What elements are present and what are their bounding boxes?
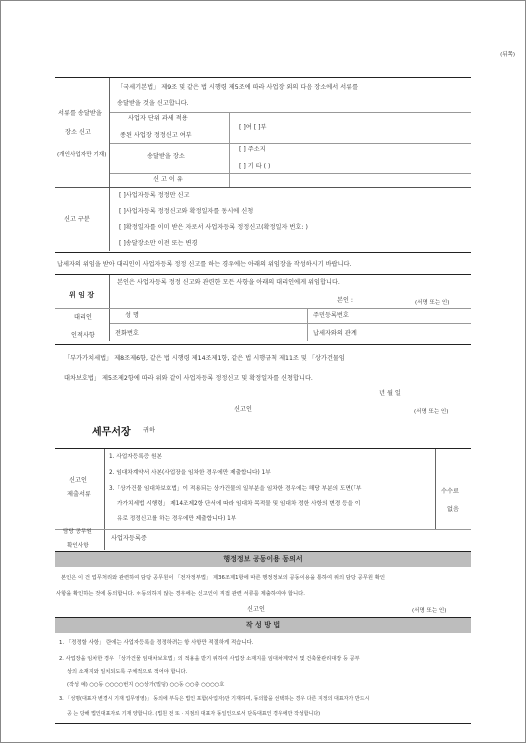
attachments-top-border [55,448,471,449]
section1-label-1: 서류를 송달받을 [58,110,102,117]
section1-sub-top [110,112,471,113]
sub1-bottom [110,143,471,144]
agent-label-1: 대리인 [74,314,92,321]
report-type-opt-2-checkbox[interactable]: [ ]사업자등록 정정신고와 확정일자를 동시에 신청 [119,208,254,215]
officer-item: 사업자등록증 [111,535,147,542]
instruction-item-2c: (작성 예) ○○동 ○○○○번지 ○○상가(빌딩) ○○동 ○○층 ○○○○호 [67,682,225,688]
section2-top [55,187,471,188]
agent-relation-label: 납세자와의 관계 [313,330,357,337]
sub2-bottom [110,173,471,174]
sub1-value-checkbox[interactable]: [ ]여 [ ]부 [239,124,267,131]
declaration-line-2: 대차보호법」 제5조제2항에 따라 위와 같이 사업자등록 정정신고 및 확정일자를 신청합니다. [64,375,313,382]
info-sharing-text-2: 사항을 확인하는 것에 동의합니다. ＊동의하지 않는 경우에는 신고인이 직접 관련 서류를 제출하여야 합니다. [56,591,305,597]
officer-label-1: 담당 공무원 [63,529,92,535]
form-bottom-border [55,723,471,724]
instruction-item-3b: 공 는 당해 법인대표자로 기재 양합니다. (법원 전 또 · 지점의 대표자 동일인으로서 단독대표인 경우에만 작성합니다) [67,711,321,717]
instruction-item-1: 1. 「정정할 사항」 란에는 사업자등록을 정정하려는 항 사항만 적절하게 적습니다. [59,640,254,646]
principal-label: 본인 : [337,297,354,304]
info-sharing-title: 행정정보 공동이용 동의서 [223,555,303,563]
instruction-item-3a: 3. 「성명(대표자 변경시 기재 업무영영)」 동의에 부득은 법인 포함(사업자)만 기재하며, 동의함을 선택하는 경우 다른 지정의 대표자가 반드시 [59,696,370,702]
info-sharing-signer: 신고인 [247,606,265,613]
delegation-box-top [55,274,471,275]
declaration-date: 년 월 일 [379,390,401,397]
attachments-left-divider [104,449,105,550]
tax-office-title: 세무서장 [92,427,131,438]
applicant-label: 신고인 [234,406,252,413]
sub3-label: 신 고 이 유 [153,176,183,183]
attachment-item-1: 1. 사업자등록증 원본 [109,454,162,460]
attachment-item-3c: 유로 정정신고를 하는 경우에만 제출합니다) 1부 [117,516,237,522]
section1-intro-1: 「국세기본법」 제9조 및 같은 법 시행령 제5조에 따라 사업장 외의 다음 장소에서 서류를 [117,84,359,91]
attachment-item-3b: 가가치세법 시행령」 제14조제2항 단서에 따라 임대차 목적물 및 임대차 정한 사항의 변경 등을 이 [117,501,361,507]
fee-value: 없음 [447,506,459,513]
form-top-border [55,77,471,78]
declaration-line-1: 「부가가치세법」 제8조제6항, 같은 법 시행령 제14조제1항, 같은 법 시행규칙 제11조 및 「상가건물임 [64,355,345,362]
sub2-label: 송달받을 장소 [147,153,185,160]
sub2-opt-address-checkbox[interactable]: [ ] 주소지 [239,146,266,153]
agent-id-label: 주민등록번호 [313,312,349,319]
sub1-label-1: 사업자 단위 과세 적용 [128,115,188,122]
officer-label-2: 확인사항 [67,543,89,549]
declaration-top-border [55,344,471,345]
section2-divider [109,188,110,251]
instruction-item-2a: 2. 사업장을 임차한 경우 「상가건물 임대차보호법」의 적용을 받기 위하여 사업장 소재지를 임대차계약서 및 건축물관리대장 등 공부 [59,656,360,662]
agent-mid-divider [307,308,308,341]
delegation-top-border [55,252,471,253]
info-sharing-text-1: 본인은 이 건 업무처리와 관련하여 담당 공무원이 「전자정부법」 제36조제1항에 따른 행정정보의 공동이용을 통하여 위의 담당 공무원 확인 [61,575,385,581]
agent-top [55,308,471,309]
delegation-notice: 납세자의 위임을 받아 대리인이 사업자등록 정정 신고를 하는 경우에는 아래의 위임장을 작성하시기 바랍니다. [57,261,352,268]
section1-intro-2: 송달받을 것을 신고합니다. [117,100,189,107]
delegation-text: 본인은 사업자등록 정정 신고와 관련한 모든 사항을 아래의 대리인에게 위임합니다. [117,279,340,286]
section1-divider [109,78,110,187]
info-sharing-sign-note: (서명 또는 인) [412,608,447,614]
fee-label: 수수료 [441,488,459,495]
attachments-right-divider [435,449,436,529]
delegation-label: 위 임 장 [69,291,95,299]
agent-mid-line [110,323,471,324]
applicant-sign-note: (서명 또는 인) [414,409,449,415]
report-type-opt-1-checkbox[interactable]: [ ]사업자등록 정정만 신고 [119,192,190,199]
agent-label-2: 인적사항 [71,332,95,339]
report-type-opt-4-checkbox[interactable]: [ ]송달장소만 이전 또는 변경 [119,240,198,247]
section1-label-3: (개인사업자만 기재) [57,152,107,158]
section1-label-2: 장소 신고 [65,129,91,136]
sub1-label-2: 종된 사업장 정정신고 여부 [120,132,192,139]
annex-label: (뒤쪽) [500,52,515,58]
agent-name-label: 성 명 [125,312,139,319]
instructions-title: 작 성 방 법 [245,621,281,629]
section1-sub-divider [229,112,230,187]
officer-row-top [55,529,471,530]
section2-label: 신고 구분 [64,216,90,223]
attachments-label-2: 제출서류 [67,491,91,498]
tax-office-honorific: 귀하 [143,427,155,434]
attachment-item-3a: 3.「상가건물 임대차보호법」이 적용되는 상가건물의 일부분을 임차한 경우에는 해당 부분의 도면(「부 [109,486,362,492]
agent-phone-label: 전화번호 [115,330,139,337]
instruction-item-2b: 상의 소재지와 일치되도록 구체적으로 적어야 합니다. [67,669,188,675]
attachment-item-2: 2. 임대차계약서 사본(사업장을 임차한 경우에만 제출합니다) 1부 [109,470,271,476]
report-type-opt-3-checkbox[interactable]: [ ]확정일자를 이미 받은 자로서 사업자등록 정정신고(확정일자 번호: ) [119,224,308,231]
sub2-opt-other-checkbox[interactable]: [ ] 기 타 ( ) [239,163,271,170]
attachments-label-1: 신고인 [69,477,87,484]
principal-sign-note: (서명 또는 인) [415,300,450,306]
